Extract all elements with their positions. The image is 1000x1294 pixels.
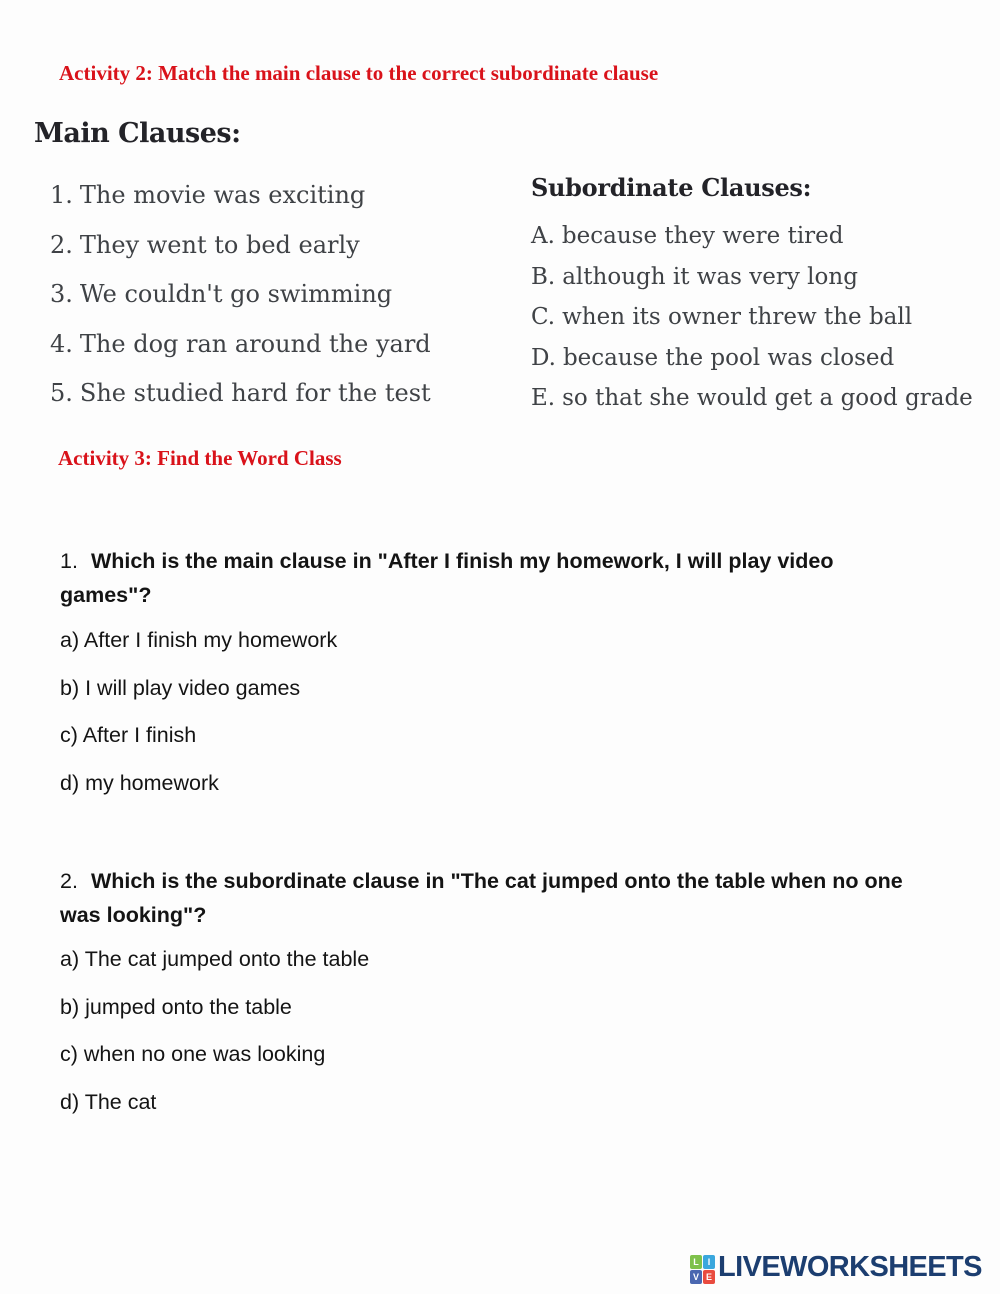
main-clause-item [50,331,431,357]
item-number: 5. [50,379,73,407]
liveworksheets-wordmark: LIVEWORKSHEETS [718,1251,982,1283]
item-text: The movie was exciting [79,181,366,209]
subordinate-clause-item [531,297,973,338]
answer-option[interactable]: b) jumped onto the table [60,994,292,1019]
activity3-title: Activity 3: Find the Word Class [58,446,342,470]
question-1-options [60,627,337,817]
main-clause-item [50,281,431,307]
activity2-title: Activity 2: Match the main clause to the correct subordinate clause [59,61,659,85]
subordinate-clause-item [531,216,973,257]
liveworksheets-logo[interactable] [690,1251,982,1284]
subordinate-clause-item [531,378,973,419]
question-2 [60,864,940,932]
item-text: She studied hard for the test [79,379,431,407]
item-number: 1. [50,181,73,209]
item-text: so that she would get a good grade [562,385,973,411]
question-number: 1. [60,549,78,573]
question-text: Which is the subordinate clause in "The cat jumped onto the table when no one was looking"? [60,869,903,927]
answer-option[interactable]: d) my homework [60,770,219,795]
item-text: They went to bed early [79,230,360,259]
answer-option[interactable]: c) when no one was looking [60,1042,326,1066]
subordinate-clauses-section [531,173,973,419]
item-text: although it was very long [562,263,858,290]
item-text: because the pool was closed [562,344,895,371]
answer-option[interactable]: c) After I finish [60,723,197,747]
item-letter: D. [531,344,556,371]
subordinate-clause-item [531,338,973,379]
main-clause-item [50,182,431,208]
answer-option[interactable]: b) I will play video games [60,675,301,700]
main-clauses-heading: Main Clauses: [34,118,241,149]
item-letter: C. [531,304,556,330]
question-2-options [60,946,369,1136]
logo-tile-e: E [703,1270,715,1284]
logo-tile-i: I [703,1255,715,1269]
logo-tile-l: L [690,1255,702,1269]
main-clause-item [50,380,431,406]
item-number: 3. [50,280,73,308]
liveworksheets-icon [690,1255,715,1284]
item-text: when its owner threw the ball [562,304,913,330]
question-text: Which is the main clause in "After I finish my homework, I will play video games"? [60,549,834,607]
main-clause-item [50,232,431,258]
answer-option[interactable]: d) The cat [60,1089,157,1114]
item-number: 2. [50,230,73,259]
answer-option[interactable]: a) The cat jumped onto the table [60,947,370,971]
item-letter: A. [531,223,555,249]
item-letter: B. [531,263,556,290]
item-text: The dog ran around the yard [79,329,431,358]
question-1 [60,544,920,612]
item-text: We couldn't go swimming [79,280,393,308]
subordinate-clause-item [531,257,973,298]
question-number: 2. [60,869,78,893]
item-number: 4. [50,329,73,358]
logo-tile-v: V [690,1270,702,1284]
answer-option[interactable]: a) After I finish my homework [60,628,338,652]
subordinate-clauses-heading: Subordinate Clauses: [531,173,812,202]
main-clauses-list [50,182,431,430]
item-letter: E. [531,385,556,411]
item-text: because they were tired [561,223,844,249]
